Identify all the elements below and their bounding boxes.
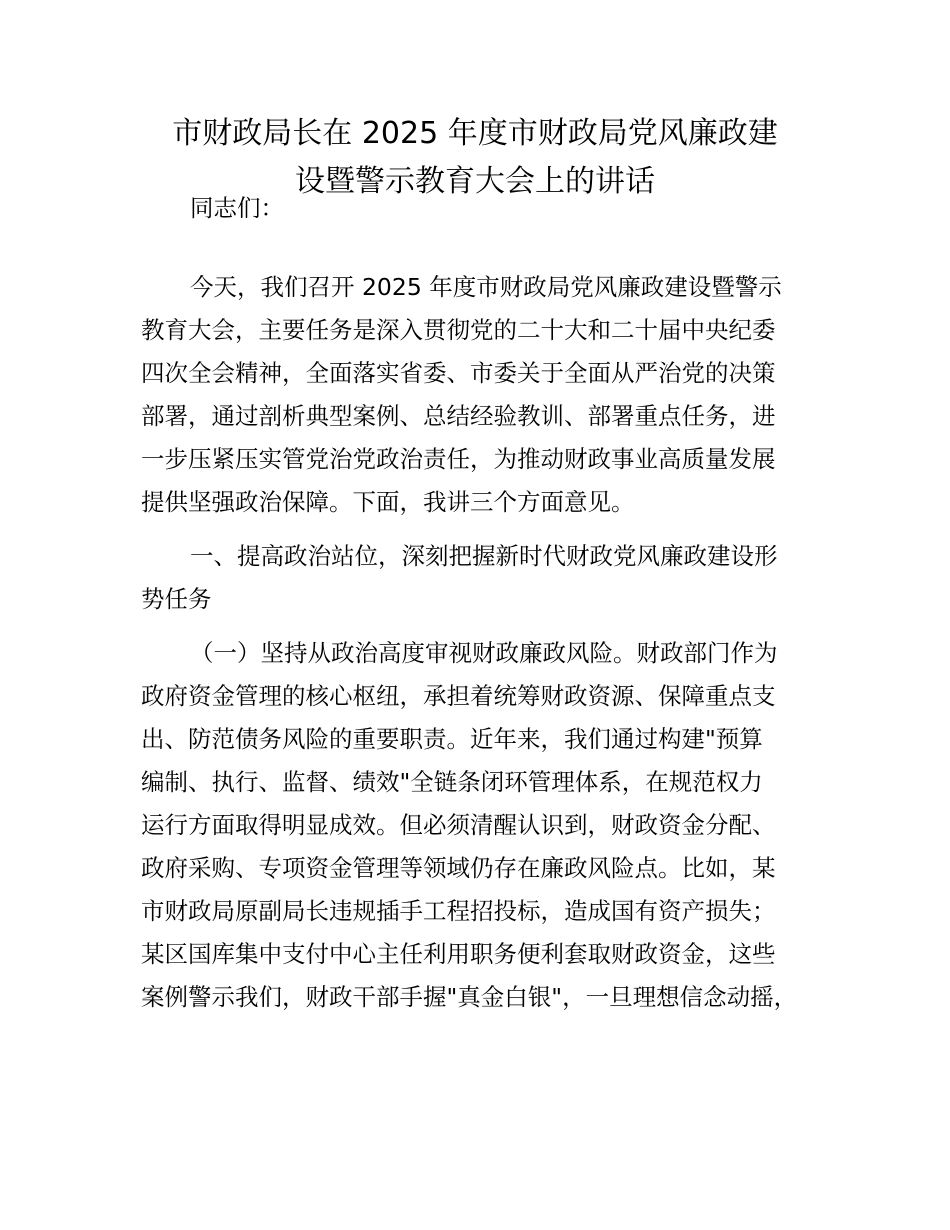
body-line-2: 教育大会，主要任务是深入贯彻党的二十大和二十届中央纪委 — [141, 316, 776, 344]
body-line-11: 运行方面取得明显成效。但必须清醒认识到，财政资金分配、 — [141, 811, 776, 839]
body-line-15: 案例警示我们，财政干部手握"真金白银"，一旦理想信念动摇， — [141, 983, 798, 1011]
section-heading-line-1: 一、提高政治站位，深刻把握新时代财政党风廉政建设形 — [190, 542, 778, 570]
salutation: 同志们： — [190, 194, 284, 222]
body-line-12: 政府采购、专项资金管理等领域仍存在廉政风险点。比如，某 — [141, 854, 776, 882]
section-heading-line-2: 势任务 — [141, 585, 212, 613]
body-line-6: 提供坚强政治保障。下面，我讲三个方面意见。 — [141, 488, 635, 516]
body-line-5: 一步压紧压实管党治党政治责任，为推动财政事业高质量发展 — [141, 445, 776, 473]
body-line-14: 某区国库集中支付中心主任利用职务便利套取财政资金，这些 — [141, 940, 776, 968]
body-line-9: 出、防范债务风险的重要职责。近年来，我们通过构建"预算 — [141, 725, 763, 753]
body-line-13: 市财政局原副局长违规插手工程招投标，造成国有资产损失； — [141, 897, 776, 925]
body-line-8: 政府资金管理的核心枢纽，承担着统筹财政资源、保障重点支 — [141, 682, 776, 710]
document-title-line-2: 设暨警示教育大会上的讲话 — [295, 164, 655, 199]
body-line-10: 编制、执行、监督、绩效"全链条闭环管理体系，在规范权力 — [141, 768, 763, 796]
body-line-3: 四次全会精神，全面落实省委、市委关于全面从严治党的决策 — [141, 359, 776, 387]
document-title-line-1: 市财政局长在 2025 年度市财政局党风廉政建 — [172, 116, 778, 151]
body-line-1: 今天，我们召开 2025 年度市财政局党风廉政建设暨警示 — [190, 273, 782, 301]
body-line-4: 部署，通过剖析典型案例、总结经验教训、部署重点任务，进 — [141, 402, 776, 430]
body-line-7: （一）坚持从政治高度审视财政廉政风险。财政部门作为 — [190, 639, 778, 667]
